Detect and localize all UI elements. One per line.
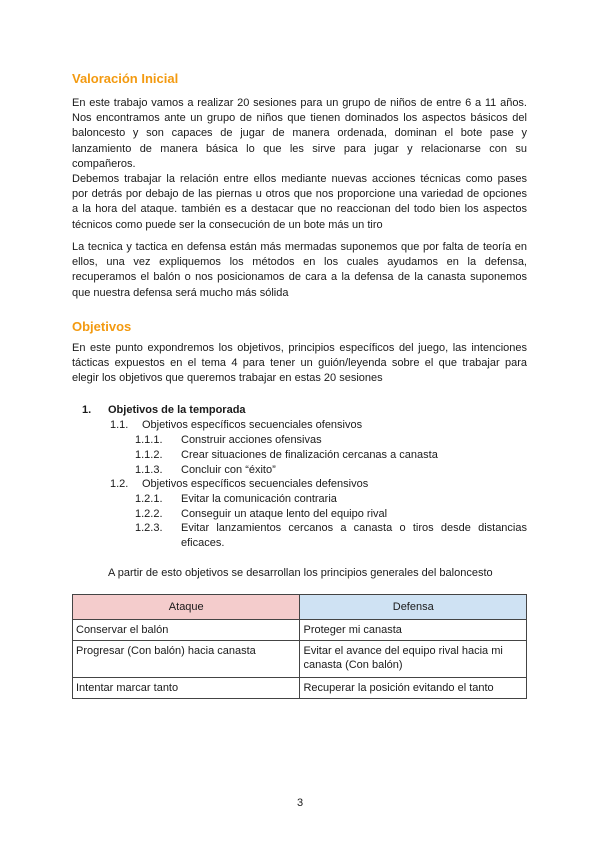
outline-number: 1.1.2. (135, 449, 163, 461)
outline-text: Evitar la comunicación contraria (181, 493, 337, 505)
outline-text-continued: eficaces. (181, 537, 225, 549)
table-cell: Proteger mi canasta (300, 620, 527, 641)
table-cell: Progresar (Con balón) hacia canasta (73, 641, 300, 678)
text-line: por detrás por debajo de las piernas u otros que nos proporcione una variedad de opciones (72, 188, 527, 201)
header-ataque: Ataque (73, 595, 300, 620)
outline-text: Construir acciones ofensivas (181, 434, 322, 446)
text-line: elegir los objetivos que queremos trabajar en estas 20 sesiones (72, 372, 383, 385)
text-line: Debemos trabajar la relación entre ellos mediante nuevas acciones técnicas como pases (72, 173, 527, 185)
outline-number: 1.1.1. (135, 434, 163, 446)
table-cell: Recuperar la posición evitando el tanto (300, 678, 527, 699)
outline-number: 1.1. (110, 419, 129, 431)
outline-number: 1.1.3. (135, 464, 163, 476)
table-row (73, 678, 527, 699)
outline-number: 1. (82, 404, 92, 416)
text-line: que nuestra defensa será mucho más sólida (72, 286, 289, 299)
paragraph-valoracion-3 (72, 240, 527, 301)
table-row (73, 620, 527, 641)
paragraph-valoracion-1 (72, 96, 527, 172)
outline-text: Crear situaciones de finalización cercanas a canasta (181, 449, 438, 461)
text-line: En este punto expondremos los objetivos, principios específicos del juego, las intenciones (72, 342, 527, 354)
text-line: En este trabajo vamos a realizar 20 sesiones para un grupo de niños de entre 6 a 11 años. (72, 97, 527, 109)
text-line: compañeros. (72, 157, 136, 170)
page-number: 3 (296, 797, 304, 809)
outline-text: Objetivos de la temporada (108, 404, 246, 416)
outline-text: Evitar lanzamientos cercanos a canasta o tiros desde distancias (181, 522, 527, 534)
outline-number: 1.2.3. (135, 522, 163, 534)
text-line: recuperamos el balón o nos posicionamos de cara a la defensa de la canasta suponemos (72, 271, 527, 284)
text-line: lanzamiento de manera básica lo que les sirve para jugar y relacionarse con su (72, 142, 527, 155)
table-header-row (73, 595, 527, 620)
section-title-valoracion: Valoración Inicial (72, 71, 179, 86)
outline-number: 1.2.1. (135, 493, 163, 505)
paragraph-valoracion-2 (72, 172, 527, 233)
paragraph-objetivos (72, 341, 527, 387)
text-line: técnicos como puede ser la consecución de un bote más un tiro (72, 218, 383, 231)
outline-number: 1.2. (110, 478, 129, 490)
outline-number: 1.2.2. (135, 508, 163, 520)
outline-text: Objetivos específicos secuenciales ofensivos (142, 419, 363, 431)
outline-text: Conseguir un ataque lento del equipo rival (181, 508, 388, 520)
text-line: baloncesto y son capaces de jugar de manera ordenada, dominan el bote pase y (72, 127, 527, 140)
table-cell: Conservar el balón (73, 620, 300, 641)
table-row (73, 641, 527, 678)
header-defensa: Defensa (300, 595, 527, 620)
section-title-objetivos: Objetivos (72, 319, 132, 334)
principles-table (72, 594, 527, 699)
text-line: a la hora del ataque. también es a destacar que no reaccionan del todo bien los aspectos (72, 203, 527, 216)
table-cell: Intentar marcar tanto (73, 678, 300, 699)
text-line: ellos, una vez expliquemos los métodos en los cuales ayudamos en la defensa, (72, 256, 527, 269)
text-line: Nos encontramos ante un grupo de niños que tienen dominados los aspectos básicos del (72, 112, 527, 125)
outline-text: Concluir con “éxito” (181, 464, 276, 476)
table-intro: A partir de esto objetivos se desarrollan los principios generales del baloncesto (108, 567, 493, 579)
outline-text: Objetivos específicos secuenciales defensivos (142, 478, 369, 490)
table-cell: Evitar el avance del equipo rival hacia mi canasta (Con balón) (300, 641, 527, 678)
text-line: La tecnica y tactica en defensa están más mermadas suponemos que por falta de teoría en (72, 241, 527, 253)
text-line: tácticas expuestos en el tema 4 para tener un guión/leyenda sobre el que trabajar para (72, 357, 527, 370)
